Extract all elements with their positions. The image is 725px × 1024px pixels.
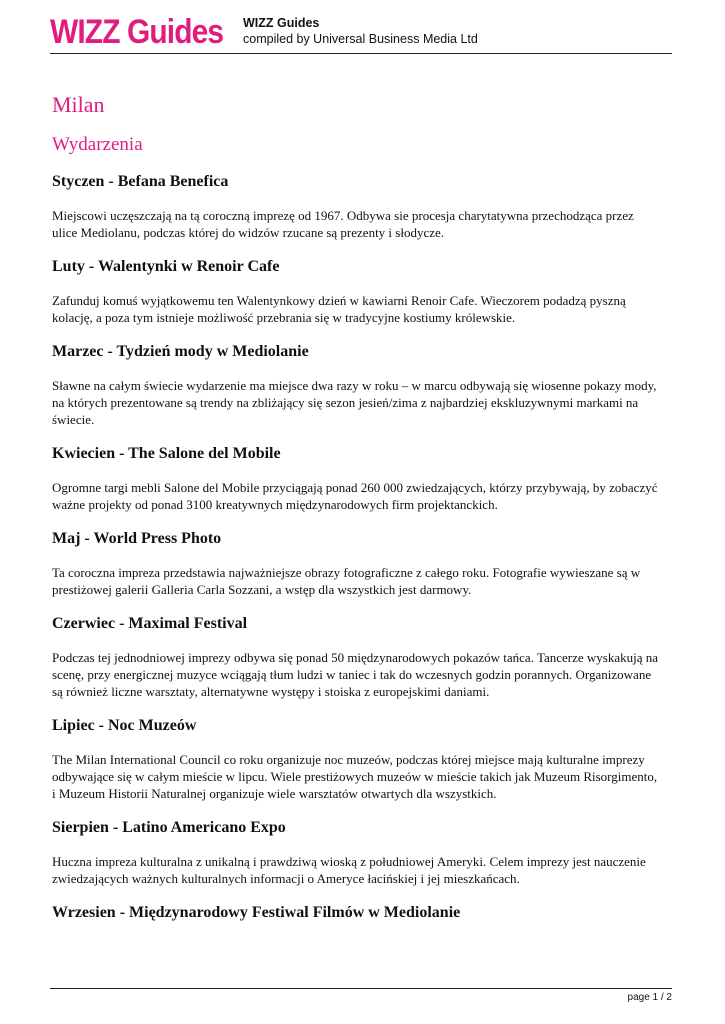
event-title: Luty - Walentynki w Renoir Cafe (52, 258, 280, 275)
header-divider (50, 53, 672, 54)
header-title: WIZZ Guides (243, 16, 320, 30)
event-description: Ta coroczna impreza przedstawia najważniejsze obrazy fotograficzne z całego roku. Fotografie wywieszane są w prestiżowej galerii Galleria Carla Sozzani, a wstęp dla wszystkich jest darmowy. (52, 565, 641, 597)
page-header (50, 12, 675, 54)
footer-divider (50, 988, 672, 989)
event-description: Miejscowi uczęszczają na tą coroczną imprezę od 1967. Odbywa sie procesja charytatywna przechodząca przez ulice Mediolanu, podczas której do widzów rzucane są prezenty i słodycze. (52, 208, 634, 240)
event-title: Styczen - Befana Benefica (52, 173, 229, 190)
event-title: Kwiecien - The Salone del Mobile (52, 445, 281, 462)
event-title: Marzec - Tydzień mody w Mediolanie (52, 343, 309, 360)
event-description: The Milan International Council co roku organizuje noc muzeów, podczas której miejsce mają kulturalne imprezy odbywające się w całym mieście w lipcu. Wiele prestiżowych muzeów w mieście takich jak Muzeum Risorgimento, i Muzeum Historii Naturalnej organizuje wiele warsztatów otwartych dla wszystkich. (52, 752, 658, 801)
event-item (52, 716, 662, 802)
event-item (52, 614, 662, 700)
event-item (52, 444, 662, 513)
event-description: Huczna impreza kulturalna z unikalną i prawdziwą wioską z południowej Ameryki. Celem imprezy jest nauczenie zwiedzających ważnych kulturalnych informacji o Ameryce łacińskiej i jej mieszkańcach. (52, 854, 646, 886)
event-description: Ogromne targi mebli Salone del Mobile przyciągają ponad 260 000 zwiedzających, którzy przybywają, by zobaczyć ważne projekty od ponad 3100 kreatywnych międzynarodowych firm projektanckich. (52, 480, 658, 512)
header-subtitle: compiled by Universal Business Media Ltd (243, 32, 478, 46)
wizz-guides-logo: WIZZ Guides (50, 13, 224, 51)
event-description: Sławne na całym świecie wydarzenie ma miejsce dwa razy w roku – w marcu odbywają się wiosenne pokazy mody, na których prezentowane są trendy na zbliżający się sezon jesień/zima z najbardziej ekskluzywnymi markami na świecie. (52, 378, 657, 427)
city-title: Milan (52, 92, 105, 117)
event-title: Wrzesien - Międzynarodowy Festiwal Filmów w Mediolanie (52, 904, 461, 921)
event-title: Sierpien - Latino Americano Expo (52, 819, 286, 836)
event-title: Lipiec - Noc Muzeów (52, 717, 197, 734)
page-number: page 1 / 2 (627, 992, 672, 1003)
header-text (243, 16, 478, 47)
event-title: Maj - World Press Photo (52, 530, 222, 547)
event-description: Zafunduj komuś wyjątkowemu ten Walentynkowy dzień w kawiarni Renoir Cafe. Wieczorem podadzą pyszną kolację, a poza tym istnieje możliwość przebrania się w tradycyjne kostiumy królewskie. (52, 293, 626, 325)
event-item (52, 172, 662, 241)
event-item (52, 818, 662, 887)
section-title: Wydarzenia (52, 134, 143, 155)
event-item (52, 342, 662, 428)
event-description: Podczas tej jednodniowej imprezy odbywa się ponad 50 międzynarodowych pokazów tańca. Tancerze wyskakują na scenę, przy energicznej muzyce wciągają tłum ludzi w taniec i tak do wczesnych godzin porannych. Organizowane są również liczne warsztaty, alternatywne występy i stoiska z europejskimi daniami. (52, 650, 659, 699)
event-item (52, 903, 662, 923)
event-title: Czerwiec - Maximal Festival (52, 615, 248, 632)
event-item (52, 529, 662, 598)
event-item (52, 257, 662, 326)
document-content (52, 92, 662, 923)
